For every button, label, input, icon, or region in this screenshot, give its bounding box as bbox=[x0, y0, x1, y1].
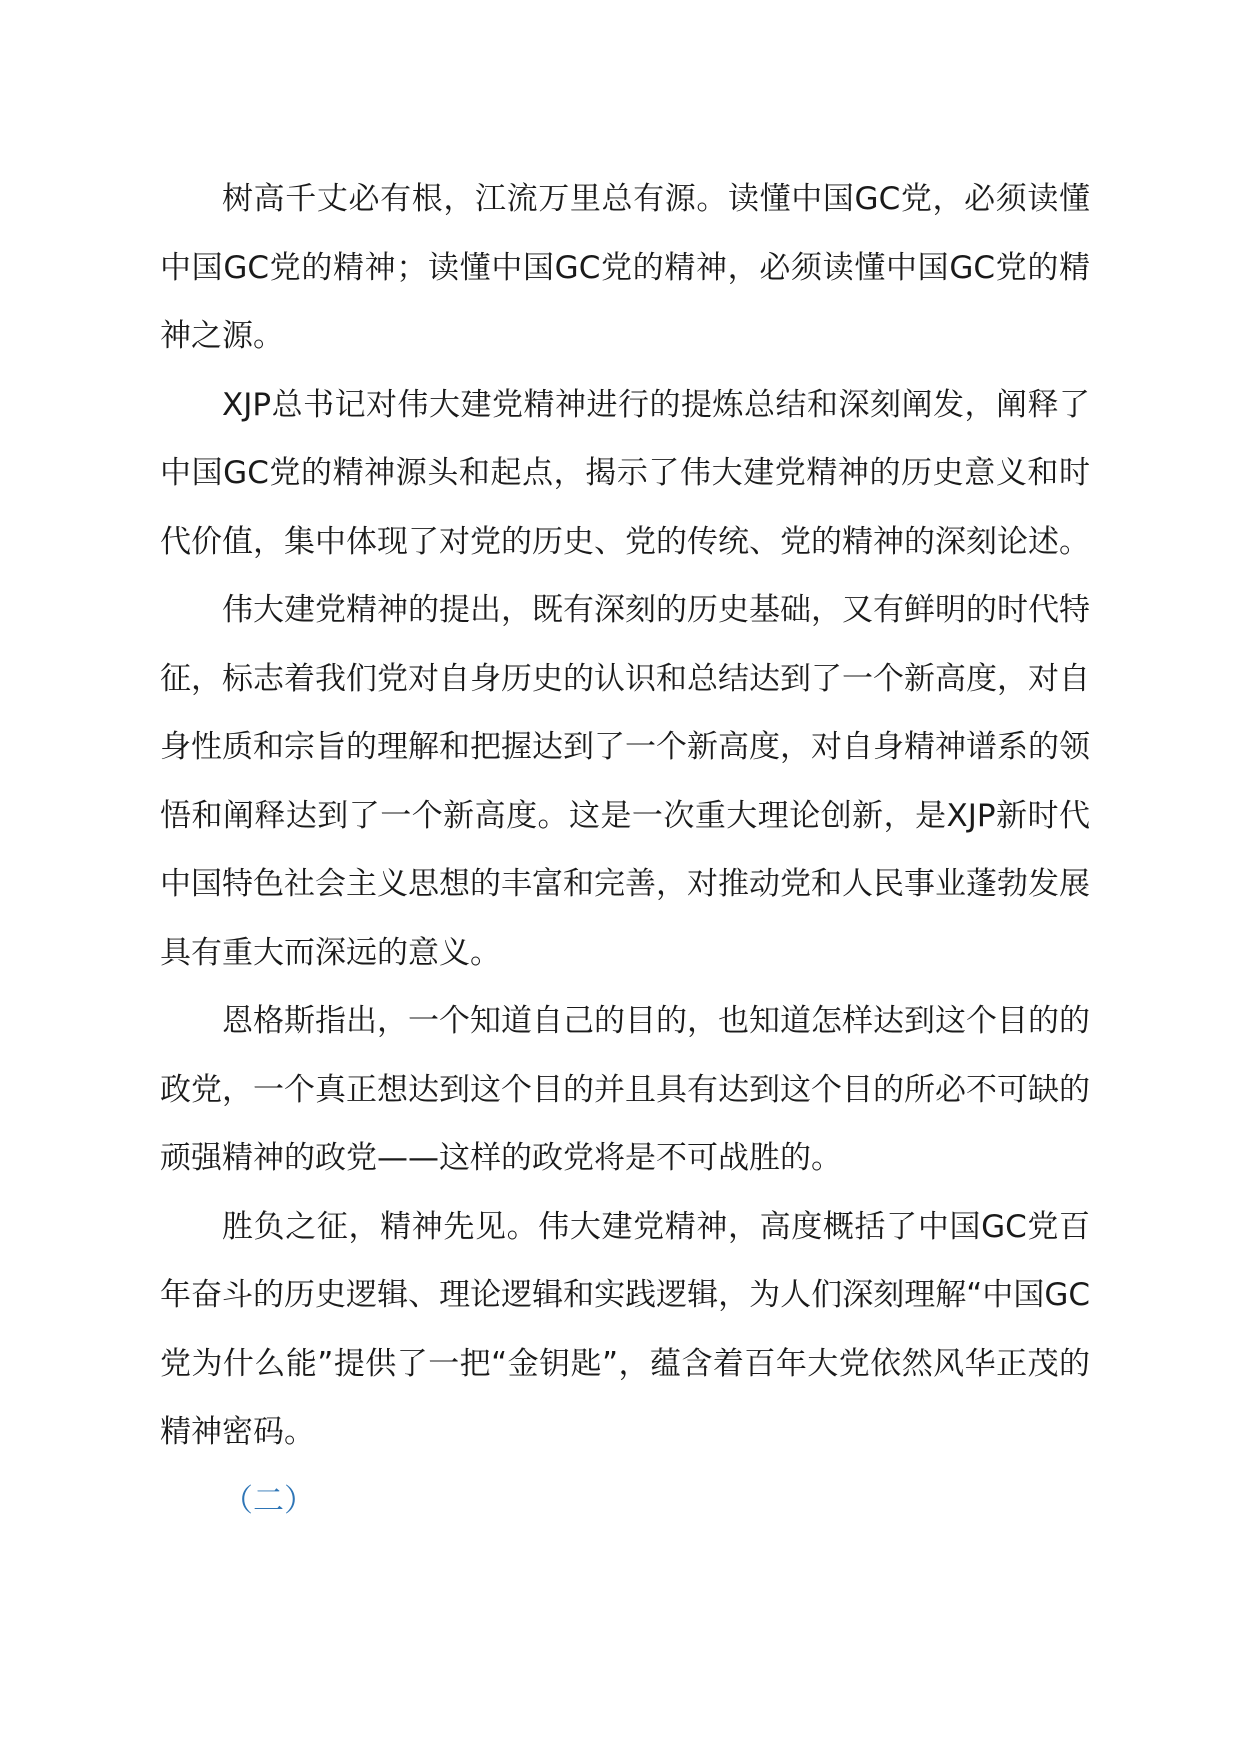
paragraph-3: 伟大建党精神的提出，既有深刻的历史基础，又有鲜明的时代特征，标志着我们党对自身历史的认识和总结达到了一个新高度，对自身性质和宗旨的理解和把握达到了一个新高度，对自身精神谱系的领悟和阐释达到了一个新高度。这是一次重大理论创新，是XJP新时代中国特色社会主义思想的丰富和完善，对推动党和人民事业蓬勃发展具有重大而深远的意义。 bbox=[160, 592, 1090, 971]
paragraph-5: 胜负之征，精神先见。伟大建党精神，高度概括了中国GC党百年奋斗的历史逻辑、理论逻辑和实践逻辑，为人们深刻理解“中国GC党为什么能”提供了一把“金钥匙”，蕴含着百年大党依然风华正茂的精神密码。 bbox=[160, 1208, 1090, 1450]
section-heading: （二） bbox=[222, 1482, 315, 1519]
paragraph-4: 恩格斯指出，一个知道自己的目的，也知道怎样达到这个目的的政党，一个真正想达到这个目的并且具有达到这个目的所必不可缺的顽强精神的政党——这样的政党将是不可战胜的。 bbox=[160, 1003, 1090, 1176]
document-body bbox=[160, 165, 1090, 1535]
paragraph-1: 树高千丈必有根，江流万里总有源。读懂中国GC党，必须读懂中国GC党的精神；读懂中国GC党的精神，必须读懂中国GC党的精神之源。 bbox=[160, 181, 1090, 354]
paragraph-2: XJP总书记对伟大建党精神进行的提炼总结和深刻阐发，阐释了中国GC党的精神源头和起点，揭示了伟大建党精神的历史意义和时代价值，集中体现了对党的历史、党的传统、党的精神的深刻论述。 bbox=[160, 386, 1090, 560]
